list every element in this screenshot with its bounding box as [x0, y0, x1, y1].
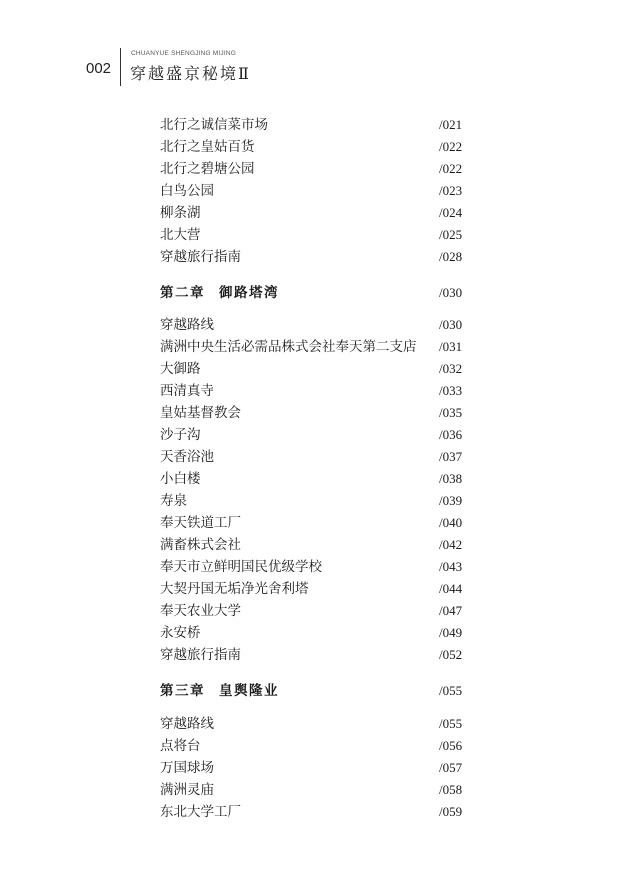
chapter-number: 第三章	[160, 683, 205, 699]
toc-entry-page: /024	[439, 205, 463, 220]
toc-entry-title: 万国球场	[160, 760, 214, 776]
toc-entry[interactable]	[160, 336, 470, 358]
toc-entry-page: /040	[439, 515, 463, 530]
toc-entry[interactable]	[160, 735, 470, 757]
toc-entry-page: /035	[439, 405, 463, 420]
toc-entry-title: 大御路	[160, 361, 201, 377]
toc-entry[interactable]	[160, 644, 470, 666]
toc-entry-title: 东北大学工厂	[160, 804, 241, 820]
toc-entry[interactable]	[160, 512, 470, 534]
toc-entry[interactable]	[160, 468, 470, 490]
toc-entry-page: /032	[439, 361, 463, 376]
toc-entry-title: 北行之诚信菜市场	[160, 117, 268, 133]
toc-entry-title: 奉天铁道工厂	[160, 515, 241, 531]
toc-entry-page: /028	[439, 249, 463, 264]
toc-entry-title: 天香浴池	[160, 449, 214, 465]
chapter-heading-3[interactable]	[160, 680, 470, 702]
page-number: 002	[86, 60, 112, 77]
toc-entry-page: /022	[439, 139, 463, 154]
toc-entry-page: /055	[439, 683, 463, 698]
toc-entry[interactable]	[160, 402, 470, 424]
toc-entry-title: 穿越旅行指南	[160, 249, 241, 265]
toc-entry-page: /030	[439, 285, 463, 300]
toc-entry-title: 穿越路线	[160, 716, 214, 732]
toc-entry[interactable]	[160, 314, 470, 336]
toc-entry-page: /049	[439, 625, 463, 640]
toc-entry-page: /022	[439, 161, 463, 176]
toc-entry[interactable]	[160, 114, 470, 136]
toc-entry[interactable]	[160, 158, 470, 180]
toc-entry[interactable]	[160, 578, 470, 600]
toc-entry-title: 穿越旅行指南	[160, 647, 241, 663]
toc-entry[interactable]	[160, 446, 470, 468]
toc-entry-page: /025	[439, 227, 463, 242]
toc-entry[interactable]	[160, 534, 470, 556]
toc-entry-page: /021	[439, 117, 463, 132]
toc-entry-page: /055	[439, 716, 463, 731]
toc-entry[interactable]	[160, 180, 470, 202]
toc-entry-page: /038	[439, 471, 463, 486]
toc-entry-page: /031	[439, 339, 463, 354]
toc-entry[interactable]	[160, 556, 470, 578]
toc-entry-page: /039	[439, 493, 463, 508]
toc-entry[interactable]	[160, 380, 470, 402]
toc-entry-page: /030	[439, 317, 463, 332]
toc-entry[interactable]	[160, 757, 470, 779]
header-divider	[120, 48, 121, 86]
toc-entry-page: /033	[439, 383, 463, 398]
toc-entry-page: /043	[439, 559, 463, 574]
toc-entry-page: /036	[439, 427, 463, 442]
toc-entry-page: /059	[439, 804, 463, 819]
toc-entry-title: 柳条湖	[160, 205, 201, 221]
toc-entry[interactable]	[160, 713, 470, 735]
chapter-name: 御路塔湾	[219, 285, 279, 301]
toc-entry-page: /044	[439, 581, 463, 596]
toc-entry-page: /058	[439, 782, 463, 797]
toc-entry-title: 白鸟公园	[160, 183, 214, 199]
series-title-cn: 穿越盛京秘境Ⅱ	[130, 64, 251, 83]
toc-entry-title: 奉天农业大学	[160, 603, 241, 619]
toc-entry[interactable]	[160, 246, 470, 268]
toc-entry-title: 小白楼	[160, 471, 201, 487]
toc-entry-title: 寿泉	[160, 493, 187, 509]
toc-entry-title: 皇姑基督教会	[160, 405, 241, 421]
toc-entry-title: 满洲中央生活必需品株式会社奉天第二支店	[160, 339, 417, 355]
series-title-en: CHUANYUE SHENGJING MIJING	[131, 50, 237, 57]
toc-entry-title: 穿越路线	[160, 317, 214, 333]
toc-entry-page: /057	[439, 760, 463, 775]
toc-entry-title: 永安桥	[160, 625, 201, 641]
toc-entry-title: 北大营	[160, 227, 201, 243]
toc-entry[interactable]	[160, 600, 470, 622]
toc-entry-title: 点将台	[160, 738, 201, 754]
toc-entry[interactable]	[160, 136, 470, 158]
toc-entry-title: 奉天市立鲜明国民优级学校	[160, 559, 322, 575]
toc-entry[interactable]	[160, 779, 470, 801]
toc-entry-page: /042	[439, 537, 463, 552]
toc-entry-page: /052	[439, 647, 463, 662]
toc-entry[interactable]	[160, 224, 470, 246]
toc-entry-title: 北行之碧塘公园	[160, 161, 255, 177]
toc-entry-page: /037	[439, 449, 463, 464]
toc-entry[interactable]	[160, 358, 470, 380]
toc-entry-title: 大契丹国无垢净光舍利塔	[160, 581, 309, 597]
toc-entry[interactable]	[160, 202, 470, 224]
toc-entry[interactable]	[160, 801, 470, 823]
toc-entry-title: 北行之皇姑百货	[160, 139, 255, 155]
toc-entry-page: /023	[439, 183, 463, 198]
toc-entry-title: 满洲灵庙	[160, 782, 214, 798]
toc-entry-title: 满畜株式会社	[160, 537, 241, 553]
toc-entry-title: 沙子沟	[160, 427, 201, 443]
toc-entry[interactable]	[160, 490, 470, 512]
chapter-number: 第二章	[160, 285, 205, 301]
toc-entry[interactable]	[160, 424, 470, 446]
chapter-heading-2[interactable]	[160, 282, 470, 304]
toc-entry-title: 西清真寺	[160, 383, 214, 399]
chapter-name: 皇舆隆业	[219, 683, 279, 699]
toc-entry[interactable]	[160, 622, 470, 644]
toc-entry-page: /047	[439, 603, 463, 618]
running-header	[0, 0, 643, 90]
toc-entry-page: /056	[439, 738, 463, 753]
